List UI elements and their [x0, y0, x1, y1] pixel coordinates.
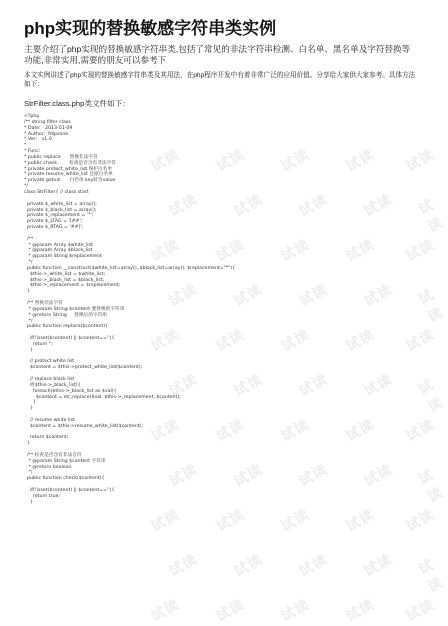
watermark-text: 试读: [213, 505, 247, 535]
watermark-text: 试读: [231, 460, 265, 490]
code-line: class StrFilter{ // class start: [24, 189, 89, 195]
watermark-text: 试读: [296, 460, 330, 490]
description-paragraph: 本文实例讲述了php实现的替换敏感字符串类及其用法，在php程序开发中有着非常广泛的应用价值。分享给大家供大家参考。具体方法如下：: [24, 72, 416, 88]
watermark-text: 试读: [361, 370, 395, 400]
watermark-text: 试读: [415, 556, 446, 595]
code-line: // replace black list: [24, 376, 75, 382]
watermark-text: 试读: [231, 370, 265, 400]
code-line: $this->_black_list = $black_list;: [24, 277, 105, 283]
code-line: * @param String $replacement: [24, 254, 102, 260]
code-line: *: [24, 143, 27, 149]
code-line: }: [24, 400, 36, 406]
code-line: return '';: [24, 341, 53, 347]
code-line: return true;: [24, 493, 60, 499]
watermark-text: 试读: [231, 190, 265, 220]
code-line: if(!isset($content) || $content==''){: [24, 336, 115, 342]
code-line: $content = $this->protect_white_list($content);: [24, 365, 143, 371]
watermark-text: 试读: [278, 325, 312, 355]
watermark-text: 试读: [361, 190, 395, 220]
watermark-text: 试读: [415, 466, 446, 505]
code-line: }: [24, 499, 33, 505]
code-line: * public replace 替换非法字符: [24, 154, 98, 160]
watermark-text: 试读: [343, 595, 377, 625]
watermark-text: 试读: [343, 415, 377, 445]
code-line: /** 检查是否含有非法自符: [24, 452, 82, 458]
code-line: }: [24, 347, 33, 353]
watermark-text: 试读: [343, 145, 377, 175]
code-line: /** 替换非法字符: [24, 301, 63, 306]
watermark-text: 试读: [296, 190, 330, 220]
code-line: * Author: fdipzone: [24, 131, 69, 137]
code-line: * private getval 白名单 key转为value: [24, 178, 116, 184]
watermark-text: 试读: [148, 505, 182, 535]
watermark-text: 试读: [166, 370, 200, 400]
watermark-text: 试读: [148, 595, 182, 625]
watermark-text: 试读: [403, 235, 437, 265]
watermark-text: 试读: [278, 505, 312, 535]
watermark-text: 试读: [166, 460, 200, 490]
code-line: /** string filter class: [24, 119, 71, 125]
watermark-text: 试读: [361, 460, 395, 490]
code-line: $content = $this->resume_white_list($content);: [24, 423, 144, 429]
code-line: * @param Array $white_list: [24, 242, 93, 248]
code-line: }: [24, 406, 33, 412]
watermark-text: 试读: [415, 376, 446, 415]
code-line: }: [24, 441, 30, 447]
watermark-text: 试读: [278, 145, 312, 175]
code-line: */: [24, 260, 33, 266]
watermark-text: 试读: [213, 325, 247, 355]
watermark-text: 试读: [278, 595, 312, 625]
code-line: private $_LTAG = '[##';: [24, 219, 83, 225]
watermark-text: 试读: [415, 196, 446, 235]
code-block: [24, 114, 418, 506]
code-line: * @return String 替换后的字符串: [24, 312, 108, 318]
code-line: public function replace($content){: [24, 324, 109, 330]
code-line: */: [24, 470, 33, 476]
watermark-text: 试读: [361, 550, 395, 580]
watermark-text: 试读: [213, 415, 247, 445]
watermark-text: 试读: [296, 550, 330, 580]
watermark-text: 试读: [231, 550, 265, 580]
code-line: * @param String $content 字符串: [24, 458, 106, 464]
code-line: foreach($this->_black_list as $val){: [24, 388, 117, 394]
code-line: * Date: 2013-01-09: [24, 125, 73, 131]
watermark-text: 试读: [403, 145, 437, 175]
code-line: */: [24, 318, 33, 324]
watermark-text: 试读: [403, 595, 437, 625]
code-line: $this->_white_list = $white_list;: [24, 271, 106, 277]
watermark-text: 试读: [278, 415, 312, 445]
watermark-text: 试读: [213, 235, 247, 265]
watermark-text: 试读: [166, 280, 200, 310]
code-line: private $_white_list = array();: [24, 201, 97, 207]
watermark-text: 试读: [166, 550, 200, 580]
intro-paragraph: 主要介绍了php实现的替换敏感字符串类,包括了常见的非法字符串检测、白名单、黑名单及字符替换等功能,非常实用,需要的朋友可以参考下: [24, 44, 411, 66]
code-line: private $_black_list = array();: [24, 207, 97, 213]
watermark-text: 试读: [296, 280, 330, 310]
code-line: */: [24, 184, 28, 190]
watermark-text: 试读: [148, 415, 182, 445]
code-line: * private resume_white_list 还原白名单: [24, 172, 113, 178]
code-line: if($this->_black_list){: [24, 382, 81, 388]
watermark-text: 试读: [343, 505, 377, 535]
code-line: // protect white list: [24, 359, 75, 365]
code-line: // resume white list: [24, 417, 75, 423]
code-line: }: [24, 289, 30, 295]
code-line: if(!isset($content) || $content==''){: [24, 488, 115, 493]
code-line: <?php: [24, 114, 40, 119]
watermark-text: 试读: [403, 505, 437, 535]
watermark-text: 试读: [343, 235, 377, 265]
watermark-text: 试读: [403, 415, 437, 445]
code-line: public function __construct($white_list=array(), $black_list=array(), $replacement="*"){: [24, 265, 236, 271]
watermark-text: 试读: [278, 235, 312, 265]
code-line: private $_replacement = '*';: [24, 213, 94, 219]
document-title: php实现的替换敏感字符串类实例: [24, 19, 277, 38]
watermark-text: 试读: [403, 325, 437, 355]
watermark-text: 试读: [231, 280, 265, 310]
watermark-text: 试读: [148, 325, 182, 355]
watermark-text: 试读: [296, 370, 330, 400]
watermark-text: 试读: [213, 145, 247, 175]
watermark-text: 试读: [415, 286, 446, 325]
code-line: * Ver: v1.0: [24, 137, 52, 143]
code-line: * @param Array $black_list: [24, 248, 93, 254]
code-line: public function check($content){: [24, 476, 105, 482]
code-line: * public check 检查是否含有非法字符: [24, 160, 116, 166]
code-file-heading: StrFilter.class.php类文件如下：: [24, 99, 130, 108]
code-line: /**: [24, 236, 34, 242]
watermark-text: 试读: [166, 190, 200, 220]
code-line: * private protect_white_list 保护白名单: [24, 166, 113, 172]
code-line: * Func:: [24, 149, 41, 155]
watermark-text: 试读: [343, 325, 377, 355]
code-line: * @param String $content 要替换的字符串: [24, 306, 125, 312]
code-line: return $content;: [24, 435, 69, 441]
code-line: * @return boolean: [24, 464, 72, 470]
watermark-text: 试读: [213, 595, 247, 625]
watermark-text: 试读: [148, 145, 182, 175]
watermark-text: 试读: [148, 235, 182, 265]
code-line: $this->_replacement = $replacement;: [24, 283, 121, 289]
code-line: private $_RTAG = '##]';: [24, 225, 84, 231]
watermark-text: 试读: [361, 280, 395, 310]
code-line: $content = str_replace($val, $this->_replacement, $content);: [24, 394, 181, 400]
